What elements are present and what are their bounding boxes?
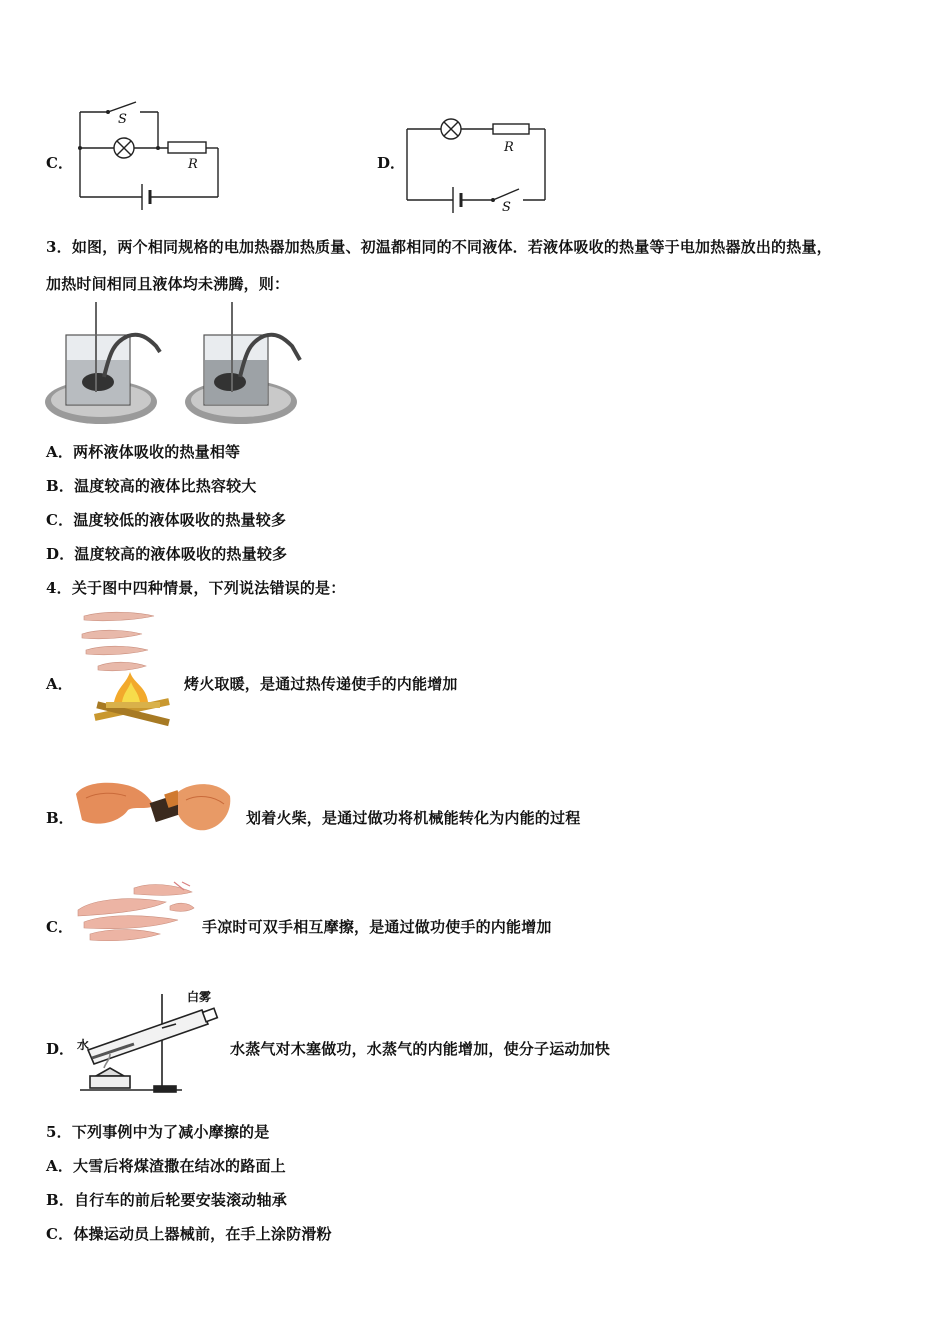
water-label: 水 <box>77 1038 90 1052</box>
q2-option-c-label[interactable]: C． <box>46 154 73 172</box>
circuit-d-switch-label: S <box>502 200 511 215</box>
circuit-diagram-c <box>78 100 228 215</box>
q3-stem-line2: 加热时间相同且液体均未沸腾，则： <box>46 275 290 293</box>
q5-option-a-text: 大雪后将煤渣撒在结冰的路面上 <box>73 1157 286 1175</box>
circuit-d-resistor-label: R <box>504 140 514 155</box>
striking-match-image <box>74 776 232 836</box>
q5-option-c-label: C． <box>46 1225 74 1243</box>
q4-option-c-label[interactable]: C． <box>46 918 73 936</box>
q3-option-a-label: A． <box>46 443 74 461</box>
q5-stem: 5．下列事例中为了减小摩擦的是 <box>46 1123 270 1141</box>
q3-option-b-text: 温度较高的液体比热容较大 <box>74 477 257 495</box>
q5-option-b-text: 自行车的前后轮要安装滚动轴承 <box>74 1191 287 1209</box>
q4-option-d-label[interactable]: D． <box>46 1040 75 1058</box>
q3-option-c-label: C． <box>46 511 74 529</box>
q4-option-b-text: 划着火柴，是通过做功将机械能转化为内能的过程 <box>246 809 581 827</box>
q4-stem: 4．关于图中四种情景，下列说法错误的是： <box>46 579 346 597</box>
circuit-c-switch-label: S <box>118 112 127 127</box>
q5-option-a[interactable] <box>46 1155 286 1176</box>
q5-option-c-text: 体操运动员上器械前，在手上涂防滑粉 <box>73 1225 332 1243</box>
q5-option-c[interactable] <box>46 1223 332 1244</box>
q3-option-a-text: 两杯液体吸收的热量相等 <box>73 443 241 461</box>
q5-option-b-label: B． <box>46 1191 75 1209</box>
q3-option-b-label: B． <box>46 477 75 495</box>
circuit-diagram-d <box>405 115 550 215</box>
q3-option-d-label: D． <box>46 545 75 563</box>
q4-option-a-text: 烤火取暖，是通过热传递使手的内能增加 <box>184 675 458 693</box>
q3-option-d-text: 温度较高的液体吸收的热量较多 <box>74 545 288 563</box>
beakers-heater-image <box>44 302 306 427</box>
q2-option-d-label[interactable]: D． <box>377 154 406 172</box>
circuit-c-resistor-label: R <box>188 157 198 172</box>
campfire-hands-image <box>76 606 181 728</box>
rubbing-hands-image <box>74 880 198 952</box>
q4-option-d-text: 水蒸气对木塞做功，水蒸气的内能增加，使分子运动加快 <box>230 1040 611 1058</box>
q4-option-c-text: 手凉时可双手相互摩擦，是通过做功使手的内能增加 <box>202 918 552 936</box>
q3-option-c[interactable] <box>46 509 286 530</box>
q3-stem-line1: 3．如图，两个相同规格的电加热器加热质量、初温都相同的不同液体．若液体吸收的热量等于电加热器放出的热量， <box>46 238 832 256</box>
q4-option-a-label[interactable]: A． <box>46 675 73 693</box>
fog-label: 白雾 <box>187 990 212 1004</box>
q4-option-b-label[interactable]: B． <box>46 809 74 827</box>
q5-option-b[interactable] <box>46 1189 287 1210</box>
q3-option-a[interactable] <box>46 441 240 462</box>
q5-option-a-label: A． <box>46 1157 74 1175</box>
q3-option-d[interactable] <box>46 543 287 564</box>
q3-option-b[interactable] <box>46 475 257 496</box>
q3-option-c-text: 温度较低的液体吸收的热量较多 <box>73 511 287 529</box>
